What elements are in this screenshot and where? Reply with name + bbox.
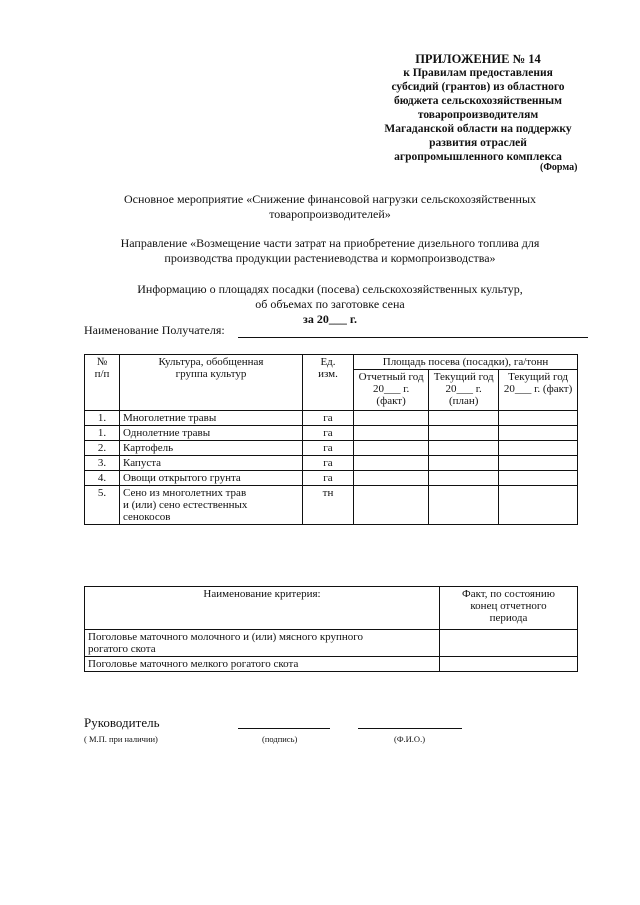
- recipient-label: Наименование Получателя:: [84, 323, 225, 337]
- row-name: Капуста: [120, 456, 303, 471]
- row-name: Овощи открытого грунта: [120, 471, 303, 486]
- signature-field[interactable]: [238, 728, 330, 729]
- appendix-line: агропромышленного комплекса: [394, 151, 562, 163]
- row-unit: га: [303, 456, 354, 471]
- row-name: Сено из многолетних трав и (или) сено естественных сенокосов: [120, 486, 303, 525]
- col-criteria-header: Наименование критерия:: [85, 587, 440, 630]
- cell-input[interactable]: [354, 411, 429, 426]
- crops-table: [84, 354, 578, 525]
- main-event: [95, 192, 565, 222]
- cell-input[interactable]: [499, 441, 578, 456]
- appendix-line: Магаданской области на поддержку: [384, 123, 572, 135]
- cell-input[interactable]: [499, 411, 578, 426]
- cell-input[interactable]: [429, 411, 499, 426]
- table-row: [85, 456, 578, 471]
- cell-input[interactable]: [499, 471, 578, 486]
- row-unit: га: [303, 411, 354, 426]
- col-current-plan: Текущий год 20___ г. (план): [429, 370, 499, 411]
- col-num-header: № п/п: [85, 355, 120, 411]
- appendix-title: ПРИЛОЖЕНИЕ № 14: [415, 52, 541, 66]
- cell-input[interactable]: [429, 471, 499, 486]
- direction-line: Направление «Возмещение части затрат на приобретение дизельного топлива для: [120, 236, 540, 250]
- row-name: Многолетние травы: [120, 411, 303, 426]
- table-row: [85, 486, 578, 525]
- table-row: [85, 657, 578, 672]
- cell-input[interactable]: [499, 426, 578, 441]
- appendix-line: развития отраслей: [429, 137, 527, 149]
- table-row: [85, 426, 578, 441]
- table-row: [85, 471, 578, 486]
- cell-input[interactable]: [354, 471, 429, 486]
- col-area-header: Площадь посева (посадки), га/тонн: [354, 355, 578, 370]
- row-num: 1.: [85, 411, 120, 426]
- direction: [95, 236, 565, 266]
- appendix-line: товаропроизводителям: [417, 109, 539, 121]
- col-culture-header: Культура, обобщенная группа культур: [120, 355, 303, 411]
- row-num: 4.: [85, 471, 120, 486]
- cell-input[interactable]: [429, 486, 499, 525]
- row-num: 3.: [85, 456, 120, 471]
- form-label: (Форма): [540, 162, 578, 173]
- cell-input[interactable]: [429, 441, 499, 456]
- cell-input[interactable]: [440, 630, 578, 657]
- table-row: [85, 441, 578, 456]
- col-unit-header: Ед. изм.: [303, 355, 354, 411]
- row-unit: тн: [303, 486, 354, 525]
- row-name: Однолетние травы: [120, 426, 303, 441]
- col-fact-header: Факт, по состоянию конец отчетного периода: [440, 587, 578, 630]
- criteria-table: [84, 586, 578, 672]
- cell-input[interactable]: [429, 426, 499, 441]
- signature-caption: (подпись): [262, 734, 298, 744]
- main-event-line: Основное мероприятие «Снижение финансовой нагрузки сельскохозяйственных: [123, 192, 537, 206]
- row-num: 2.: [85, 441, 120, 456]
- col-report-year: Отчетный год 20___ г. (факт): [354, 370, 429, 411]
- row-name: Картофель: [120, 441, 303, 456]
- table-row: [85, 411, 578, 426]
- stamp-label: ( М.П. при наличии): [84, 734, 158, 744]
- info-title: [95, 282, 565, 327]
- cell-input[interactable]: [499, 456, 578, 471]
- cell-input[interactable]: [499, 486, 578, 525]
- table-row: [85, 630, 578, 657]
- row-unit: га: [303, 441, 354, 456]
- row-unit: га: [303, 471, 354, 486]
- cell-input[interactable]: [440, 657, 578, 672]
- row-num: 5.: [85, 486, 120, 525]
- direction-line: производства продукции растениеводства и кормопроизводства»: [164, 251, 496, 265]
- criteria-name: Поголовье маточного мелкого рогатого скота: [85, 657, 440, 672]
- row-num: 1.: [85, 426, 120, 441]
- fio-caption: (Ф.И.О.): [394, 734, 426, 744]
- info-period: за 20___ г.: [303, 312, 357, 326]
- cell-input[interactable]: [354, 456, 429, 471]
- fio-field[interactable]: [358, 728, 462, 729]
- appendix-line: бюджета сельскохозяйственным: [394, 95, 562, 107]
- criteria-name: Поголовье маточного молочного и (или) мясного крупного рогатого скота: [85, 630, 440, 657]
- appendix-header: [360, 52, 596, 164]
- recipient-field[interactable]: [238, 337, 588, 338]
- main-event-line: товаропроизводителей»: [269, 207, 391, 221]
- cell-input[interactable]: [354, 441, 429, 456]
- info-line: Информацию о площадях посадки (посева) сельскохозяйственных культур,: [137, 282, 523, 296]
- row-unit: га: [303, 426, 354, 441]
- appendix-line: к Правилам предоставления: [403, 67, 553, 79]
- col-current-fact: Текущий год 20___ г. (факт): [499, 370, 578, 411]
- cell-input[interactable]: [354, 426, 429, 441]
- cell-input[interactable]: [354, 486, 429, 525]
- head-label: Руководитель: [84, 715, 160, 730]
- cell-input[interactable]: [429, 456, 499, 471]
- appendix-line: субсидий (грантов) из областного: [391, 81, 565, 93]
- info-line: об объемах по заготовке сена: [255, 297, 405, 311]
